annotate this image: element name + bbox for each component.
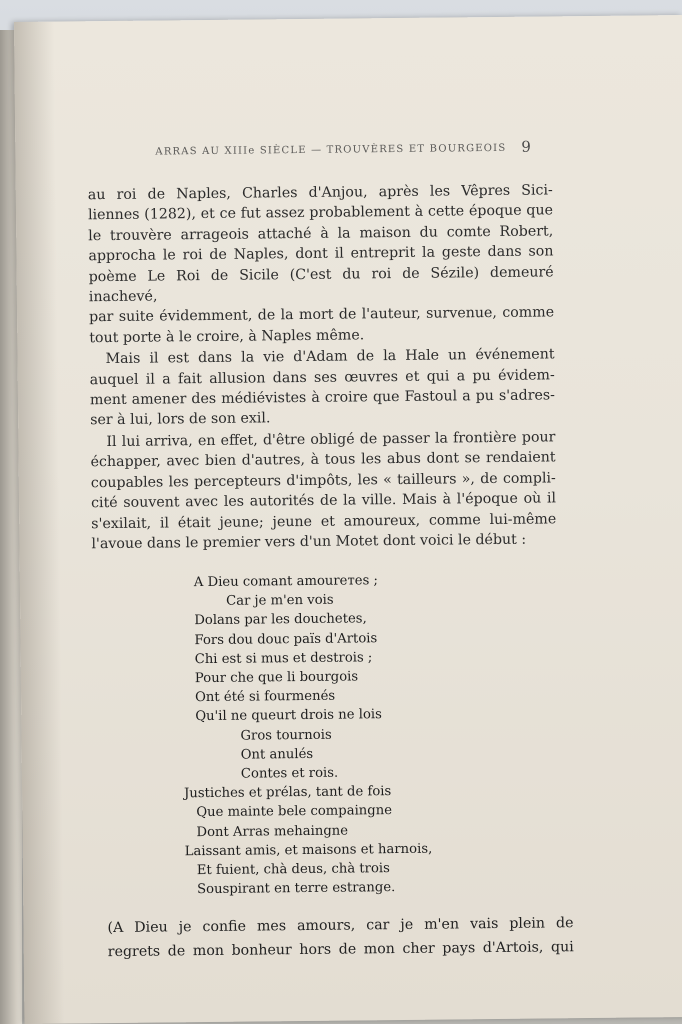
text-line: ser à lui, lors de son exil. bbox=[90, 410, 271, 429]
motet-poem bbox=[184, 570, 497, 900]
text-line: liennes (1282), et ce fut assez probablement à cette époque que bbox=[87, 202, 554, 224]
poem-verse: Contes et rois. bbox=[240, 765, 339, 782]
text-line: regrets de mon bonheur hors de mon cher pays d'Artois, qui bbox=[107, 939, 574, 961]
book-page bbox=[14, 15, 682, 1024]
poem-verse: Chi est si mus et destrois ; bbox=[194, 650, 373, 667]
text-line: poème Le Roi de Sicile (C'est du roi de Sézile) demeuré inachevé, bbox=[88, 263, 554, 306]
text-line: le trouvère arrageois attaché à la maison du comte Robert, bbox=[88, 223, 554, 245]
text-line: Mais il est dans la vie d'Adam de la Hale un événement bbox=[105, 346, 555, 368]
paragraph-3 bbox=[90, 427, 556, 554]
text-line: Il lui arriva, en effet, d'être obligé de passer la frontière pour bbox=[106, 429, 556, 450]
poem-verse: Gros tournois bbox=[240, 727, 332, 744]
poem-verse: Pour che que li bourgois bbox=[194, 669, 359, 687]
page-number: 9 bbox=[521, 137, 531, 156]
poem-verse: Et fuient, chà deus, chà trois bbox=[196, 861, 390, 879]
poem-verse: Justiches et prélas, tant de fois bbox=[184, 784, 392, 802]
text-line: s'exilait, il était jeune; jeune et amoureux, comme lui-même bbox=[91, 510, 557, 532]
poem-verse: Dolans par les douchetes, bbox=[194, 611, 367, 629]
poem-verse: Ont anulés bbox=[240, 746, 314, 763]
text-line: échapper, avec bien d'autres, à tous les abus dont se rendaient bbox=[90, 449, 556, 471]
poem-verse: Dont Arras mehaingne bbox=[196, 823, 349, 840]
poem-verse: Laissant amis, et maisons et harnois, bbox=[184, 841, 433, 860]
text-line: tout porte à le croire, à Naples même. bbox=[89, 327, 365, 347]
text-line: coupables les percepteurs d'impôts, les « tailleurs », de compli- bbox=[90, 470, 556, 491]
poem-verse: Ont été si fourmenés bbox=[195, 688, 336, 706]
text-line: l'avoue dans le premier vers d'un Motet dont voici le début : bbox=[91, 531, 527, 553]
poem-verse: Car je m'en vois bbox=[226, 592, 334, 610]
text-line: par suite évidemment, de la mort de l'auteur, survenue, comme bbox=[89, 304, 555, 326]
translation-text bbox=[107, 911, 573, 964]
poem-verse: A Dieu comant amourетes ; bbox=[193, 573, 379, 591]
text-line: approcha le roi de Naples, dont il entreprit la geste dans son bbox=[88, 243, 554, 265]
text-line: auquel il a fait allusion dans ses œuvres et qui a pu évidem- bbox=[89, 367, 555, 388]
text-line: cité souvent avec les autorités de la ville. Mais à l'époque où il bbox=[90, 490, 557, 512]
text-line: ment amener des médiévistes à croire que Fastoul a pu s'adres- bbox=[89, 387, 556, 409]
poem-verse: Que mainte bele compaingne bbox=[196, 803, 393, 821]
poem-verse: Souspirant en terre estrange. bbox=[197, 880, 396, 898]
poem-verse: Qu'il ne queurt drois ne lois bbox=[195, 707, 382, 725]
paragraph-1 bbox=[88, 180, 555, 348]
poem-verse: Fors dou douc païs d'Artois bbox=[194, 630, 378, 648]
body-text bbox=[88, 180, 557, 554]
text-line: au roi de Naples, Charles d'Anjou, après les Vêpres Sici- bbox=[87, 182, 553, 204]
text-line: (A Dieu je confie mes amours, car je m'en vais plein de bbox=[107, 915, 574, 937]
running-header: ARRAS AU XIIIe SIÈCLE — TROUVÈRES ET BOURGEOIS bbox=[155, 142, 507, 158]
paragraph-2 bbox=[89, 345, 555, 431]
